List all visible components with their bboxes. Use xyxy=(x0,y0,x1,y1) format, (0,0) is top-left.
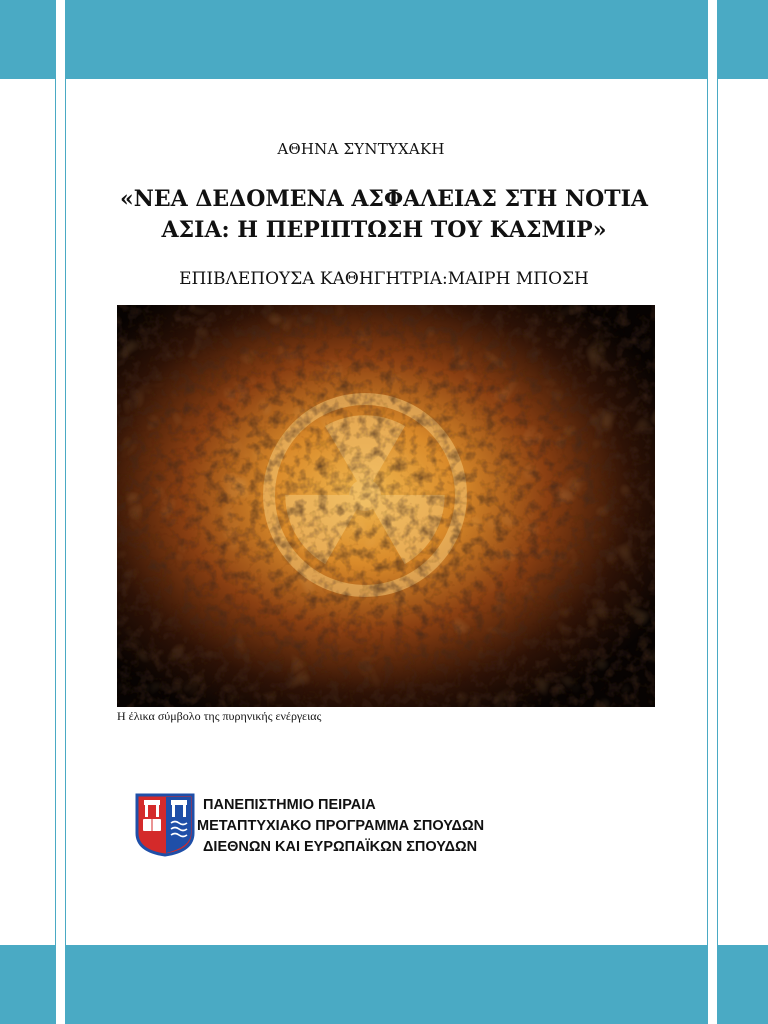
program-name: ΜΕΤΑΠΤΥΧΙΑΚΟ ΠΡΟΓΡΑΜΜΑ ΣΠΟΥΔΩΝ xyxy=(197,818,485,834)
supervisor-line: ΕΠΙΒΛΕΠΟΥΣΑ ΚΑΘΗΓΗΤΡΙΑ:ΜΑΙΡΗ ΜΠΟΣΗ xyxy=(179,269,589,289)
cover-image xyxy=(117,305,655,707)
frame-top-right-block xyxy=(717,0,768,79)
program-subtitle: ΔΙΕΘΝΩΝ ΚΑΙ ΕΥΡΩΠΑΪΚΩΝ ΣΠΟΥΔΩΝ xyxy=(203,839,478,855)
frame-bottom-left-block xyxy=(0,945,55,1024)
frame-bottom-right-block xyxy=(717,945,768,1024)
university-crest-icon xyxy=(135,793,195,857)
university-name-block xyxy=(197,795,484,858)
radiation-trefoil-icon xyxy=(117,305,655,707)
frame-top-left-block xyxy=(0,0,55,79)
frame-top-band xyxy=(65,0,707,79)
thesis-title-line-1: «ΝΕΑ ΔΕΔΟΜΕΝΑ ΑΣΦΑΛΕΙΑΣ ΣΤΗ ΝΟΤΙΑ xyxy=(119,186,649,212)
image-caption: Η έλικα σύμβολο της πυρηνικής ενέργειας xyxy=(117,709,322,723)
author-name: ΑΘΗΝΑ ΣΥΝΤΥΧΑΚΗ xyxy=(277,140,445,158)
frame-bottom-band xyxy=(65,945,707,1024)
thesis-title xyxy=(0,184,768,246)
university-name: ΠΑΝΕΠΙΣΤΗΜΙΟ ΠΕΙΡΑΙΑ xyxy=(203,797,376,813)
thesis-title-line-2: ΑΣΙΑ: Η ΠΕΡΙΠΤΩΣΗ ΤΟΥ ΚΑΣΜΙΡ» xyxy=(161,217,607,243)
